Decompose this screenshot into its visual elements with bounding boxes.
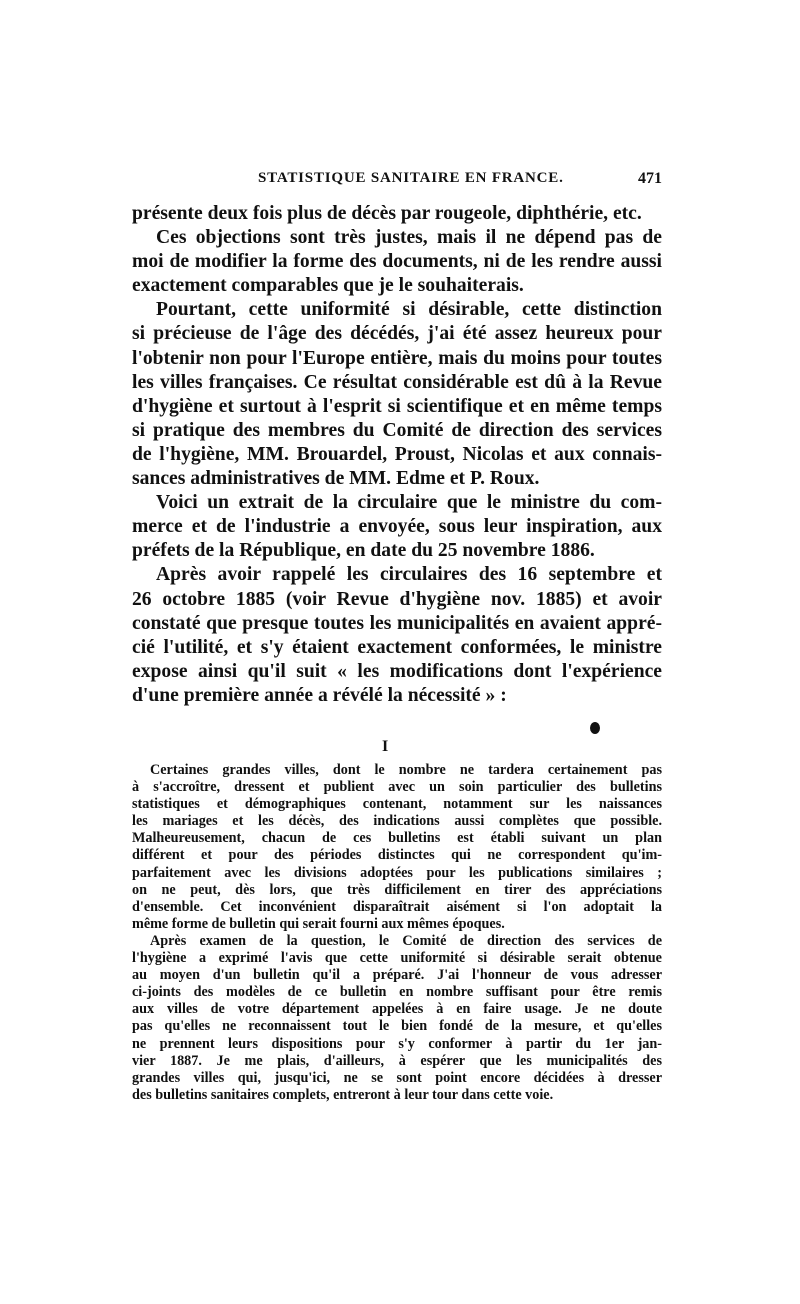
text-line: l'obtenir non pour l'Europe entière, mais du moins pour toutes [132, 347, 662, 369]
quote-line: ne prennent leurs dispositions pour s'y conformer à partir du 1er jan- [132, 1035, 662, 1052]
text-line: de l'hygiène, MM. Brouardel, Proust, Nicolas et aux connais- [132, 443, 662, 465]
quote-line: parfaitement avec les divisions adoptées pour les publications similaires ; [132, 864, 662, 881]
text-line: cié l'utilité, et s'y étaient exactement conformées, le ministre [132, 636, 662, 658]
quote-line: Certaines grandes villes, dont le nombre ne tardera certainement pas [150, 762, 662, 778]
text-line: expose ainsi qu'il suit « les modifications dont l'expérience [132, 660, 662, 682]
text-line: présente deux fois plus de décès par rougeole, diphthérie, etc. [132, 203, 642, 224]
page-number: 471 [638, 170, 662, 187]
section-number: I [382, 738, 389, 755]
quote-line: aux villes de votre département appelées à en faire usage. Je ne doute [132, 1001, 662, 1018]
page-header [132, 170, 662, 194]
circular-excerpt [132, 762, 662, 1104]
text-line: Ces objections sont très justes, mais il ne dépend pas de [156, 227, 662, 249]
quote-line: grandes villes qui, jusqu'ici, ne se sont point encore décidées à dresser [132, 1069, 662, 1086]
quote-line: même forme de bulletin qui serait fourni aux mêmes époques. [132, 915, 505, 932]
quote-line: l'hygiène a exprimé l'avis que cette uniformité si désirable serait obtenue [132, 950, 662, 967]
text-line: Pourtant, cette uniformité si désirable, cette distinction [156, 299, 662, 321]
text-line: 26 octobre 1885 (voir Revue d'hygiène nov. 1885) et avoir [132, 588, 662, 610]
quote-line: pas qu'elles ne reconnaissent tout le bien fondé de la mesure, et qu'elles [132, 1018, 662, 1035]
text-line: moi de modifier la forme des documents, ni de les rendre aussi [132, 251, 662, 273]
main-text [132, 202, 662, 708]
quote-line: des bulletins sanitaires complets, entreront à leur tour dans cette voie. [132, 1086, 554, 1103]
quote-line: on ne peut, dès lors, que très difficilement en tirer des appréciations [132, 881, 662, 898]
text-line: Après avoir rappelé les circulaires des 16 septembre et [156, 564, 662, 586]
text-line: sances administratives de MM. Edme et P. Roux. [132, 468, 540, 490]
text-line: préfets de la République, en date du 25 novembre 1886. [132, 540, 595, 562]
quote-line: statistiques et démographiques contenant, notamment sur les naissances [132, 796, 662, 813]
quote-line: à s'accroître, dressent et publient avec un soin particulier des bulletins [132, 779, 662, 796]
quote-line: Après examen de la question, le Comité de direction des services de [150, 932, 662, 949]
quote-line: ci-joints des modèles de ce bulletin en nombre suffisant pour être remis [132, 984, 662, 1001]
quote-line: d'ensemble. Cet inconvénient disparaîtrait aisément si l'on adoptait la [132, 898, 662, 915]
text-line: d'hygiène et surtout à l'esprit si scientifique et en même temps [132, 395, 662, 417]
quote-line: les mariages et les décès, des indications aussi complètes que possible. [132, 813, 662, 830]
text-line: merce et de l'industrie a envoyée, sous leur inspiration, aux [132, 516, 662, 538]
ink-spot [590, 722, 600, 734]
text-line: si précieuse de l'âge des décédés, j'ai été assez heureux pour [132, 323, 662, 345]
quote-line: Malheureusement, chacun de ces bulletins est établi suivant un plan [132, 830, 662, 847]
running-title: STATISTIQUE SANITAIRE EN FRANCE. [258, 170, 564, 186]
text-line: les villes françaises. Ce résultat considérable est dû à la Revue [132, 371, 662, 393]
quote-line: vier 1887. Je me plais, d'ailleurs, à espérer que les municipalités des [132, 1052, 662, 1069]
text-line: exactement comparables que je le souhaiterais. [132, 275, 524, 297]
text-line: Voici un extrait de la circulaire que le ministre du com- [156, 492, 662, 514]
text-line: d'une première année a révélé la nécessité » : [132, 684, 507, 706]
text-line: si pratique des membres du Comité de direction des services [132, 419, 662, 441]
quote-line: différent et pour des périodes distinctes qui ne correspondent qu'im- [132, 847, 662, 864]
quote-line: au moyen d'un bulletin qu'il a préparé. J'ai l'honneur de vous adresser [132, 967, 662, 984]
text-line: constaté que presque toutes les municipalités en avaient appré- [132, 612, 662, 634]
